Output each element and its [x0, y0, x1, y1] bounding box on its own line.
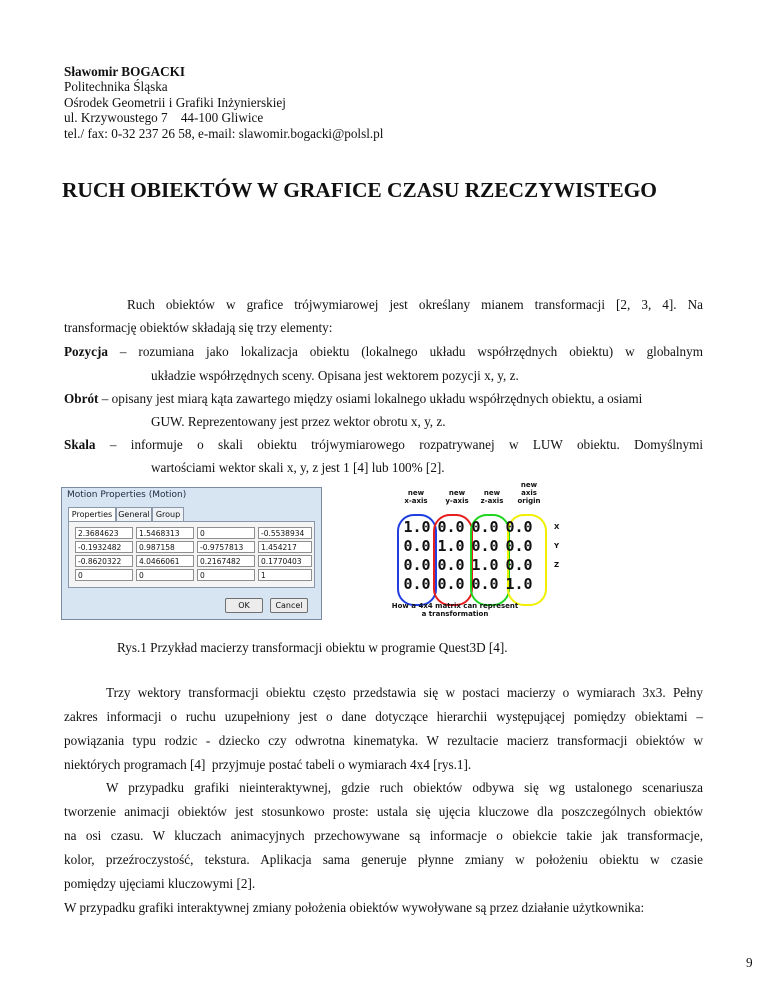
cancel-button[interactable]: Cancel	[270, 598, 308, 613]
tab-properties[interactable]: Properties	[68, 507, 116, 521]
matrix-field[interactable]: -0.9757813	[197, 541, 255, 553]
matrix-field[interactable]: 2.3684623	[75, 527, 133, 539]
matrix-field[interactable]: -0.1932482	[75, 541, 133, 553]
author-block	[64, 64, 383, 141]
definition-text: – rozumiana jako lokalizacja obiektu (lokalnego układu współrzędnych obiektu) w globalnym	[107, 344, 703, 359]
dialog-title: Motion Properties (Motion)	[67, 490, 187, 500]
matrix-field[interactable]: 0	[197, 527, 255, 539]
paragraph-2-line-3: na osi czasu. W kluczach animacyjnych przechowywane są informacje o obiekcie takie jak transformacje,	[64, 828, 703, 843]
row-label-z: Z	[554, 561, 560, 569]
paragraph-2-line-5: pomiędzy ujęciami kluczowymi [2].	[64, 876, 256, 891]
matrix-cell: 1.0	[403, 518, 431, 536]
definition-term: Obrót	[64, 391, 99, 406]
definition-position	[64, 344, 703, 360]
matrix-cell: 0.0	[437, 575, 465, 593]
matrix-caption: How a 4x4 matrix can represent a transformation	[391, 602, 519, 618]
matrix-cell: 0.0	[403, 575, 431, 593]
matrix-row	[400, 519, 536, 535]
figure-caption: Rys.1 Przykład macierzy transformacji obiektu w programie Quest3D [4].	[117, 640, 508, 655]
column-header-origin: new axis origin	[517, 481, 541, 505]
author-name: Sławomir BOGACKI	[64, 64, 186, 79]
paragraph-1-line-1: Trzy wektory transformacji obiektu często przedstawia się w postaci macierzy o wymiarach 3x3. Pełny	[106, 685, 703, 700]
definition-text: – informuje o skali obiektu trójwymiarowego rozpatrywanej w LUW obiektu. Domyślnymi	[95, 437, 703, 452]
definition-term: Pozycja	[64, 344, 108, 359]
matrix-cell: 0.0	[437, 556, 465, 574]
column-header-x-axis: new x-axis	[404, 489, 428, 505]
matrix-fields-panel	[68, 521, 315, 588]
tab-group[interactable]: Group	[152, 507, 184, 521]
matrix-illustration	[360, 481, 590, 622]
motion-properties-dialog	[61, 487, 322, 620]
matrix-field[interactable]: -0.8620322	[75, 555, 133, 567]
matrix-cell: 0.0	[505, 518, 533, 536]
matrix-row	[400, 557, 536, 573]
row-label-y: Y	[554, 542, 560, 550]
matrix-field[interactable]: 1	[258, 569, 312, 581]
matrix-row	[400, 576, 536, 592]
matrix-cell: 0.0	[403, 537, 431, 555]
author-institution: Politechnika Śląska	[64, 79, 168, 95]
matrix-cell: 0.0	[505, 556, 533, 574]
row-label-x: X	[554, 523, 560, 531]
intro-line-2: transformację obiektów składają się trzy elementy:	[64, 320, 333, 335]
matrix-field[interactable]: 0	[197, 569, 255, 581]
page-title: RUCH OBIEKTÓW W GRAFICE CZASU RZECZYWISTEGO	[62, 178, 657, 202]
tab-general[interactable]: General	[116, 507, 152, 521]
paragraph-1-line-4: niektórych programach [4] przyjmuje postać tabeli o wymiarach 4x4 [rys.1].	[64, 757, 472, 772]
matrix-field[interactable]: 1.454217	[258, 541, 312, 553]
matrix-field[interactable]: 0.987158	[136, 541, 194, 553]
matrix-field[interactable]: 0	[136, 569, 194, 581]
ok-button[interactable]: OK	[225, 598, 263, 613]
matrix-field[interactable]: -0.5538934	[258, 527, 312, 539]
matrix-cell: 1.0	[505, 575, 533, 593]
definition-scale-cont: wartościami wektor skali x, y, z jest 1 [4] lub 100% [2].	[151, 460, 445, 475]
matrix-cell: 1.0	[437, 537, 465, 555]
definition-term: Skala	[64, 437, 96, 452]
matrix-cell: 1.0	[471, 556, 499, 574]
definition-rotation-cont: GUW. Reprezentowany jest przez wektor obrotu x, y, z.	[151, 414, 446, 429]
definition-rotation	[64, 391, 642, 407]
matrix-field[interactable]: 4.0466061	[136, 555, 194, 567]
definition-text: – opisany jest miarą kąta zawartego między osiami lokalnego układu współrzędnych obiektu, a osiami	[98, 391, 643, 406]
matrix-field[interactable]: 0.2167482	[197, 555, 255, 567]
matrix-cell: 0.0	[505, 537, 533, 555]
author-department: Ośrodek Geometrii i Grafiki Inżynierskiej	[64, 94, 286, 110]
page-number: 9	[746, 955, 753, 970]
paragraph-3: W przypadku grafiki interaktywnej zmiany położenia obiektów wywoływane są przez działanie użytkownika:	[64, 900, 645, 915]
paragraph-2-line-1: W przypadku grafiki nieinteraktywnej, gdzie ruch obiektów odbywa się wg ustalonego scenariusza	[106, 780, 703, 795]
column-header-y-axis: new y-axis	[445, 489, 469, 505]
definition-position-cont: układzie współrzędnych sceny. Opisana jest wektorem pozycji x, y, z.	[151, 368, 519, 383]
intro-line-1: Ruch obiektów w grafice trójwymiarowej jest określany mianem transformacji [2, 3, 4]. Na	[127, 297, 703, 312]
paragraph-1-line-3: powiązania typu rodzic - dziecko czy odwrotna kinematyka. W rezultacie macierz transformacji obiektów w	[64, 733, 703, 748]
column-header-z-axis: new z-axis	[480, 489, 504, 505]
matrix-field[interactable]: 1.5468313	[136, 527, 194, 539]
matrix-cell: 0.0	[437, 518, 465, 536]
paragraph-1-line-2: zakres informacji o ruchu uzupełniony jest o dane dotyczące hierarchii występującej pomiędzy obiektami –	[64, 709, 703, 724]
matrix-cell: 0.0	[471, 537, 499, 555]
author-contact: tel./ fax: 0-32 237 26 58, e-mail: slawomir.bogacki@polsl.pl	[64, 125, 384, 141]
matrix-field[interactable]: 0.1770403	[258, 555, 312, 567]
matrix-field[interactable]: 0	[75, 569, 133, 581]
paragraph-2-line-4: kolor, przeźroczystość, tekstura. Aplikacja sama generuje płynne zmiany w położeniu obiektu w czasie	[64, 852, 703, 867]
matrix-cell: 0.0	[471, 518, 499, 536]
matrix-cell: 0.0	[471, 575, 499, 593]
paragraph-2-line-2: tworzenie animacji obiektów jest stosunkowo proste: ustala się ujęcia kluczowe dla poszczególnych obiektów	[64, 804, 703, 819]
matrix-cell: 0.0	[403, 556, 431, 574]
definition-scale	[64, 437, 703, 453]
author-address: ul. Krzywoustego 7 44-100 Gliwice	[64, 110, 264, 126]
matrix-row	[400, 538, 536, 554]
